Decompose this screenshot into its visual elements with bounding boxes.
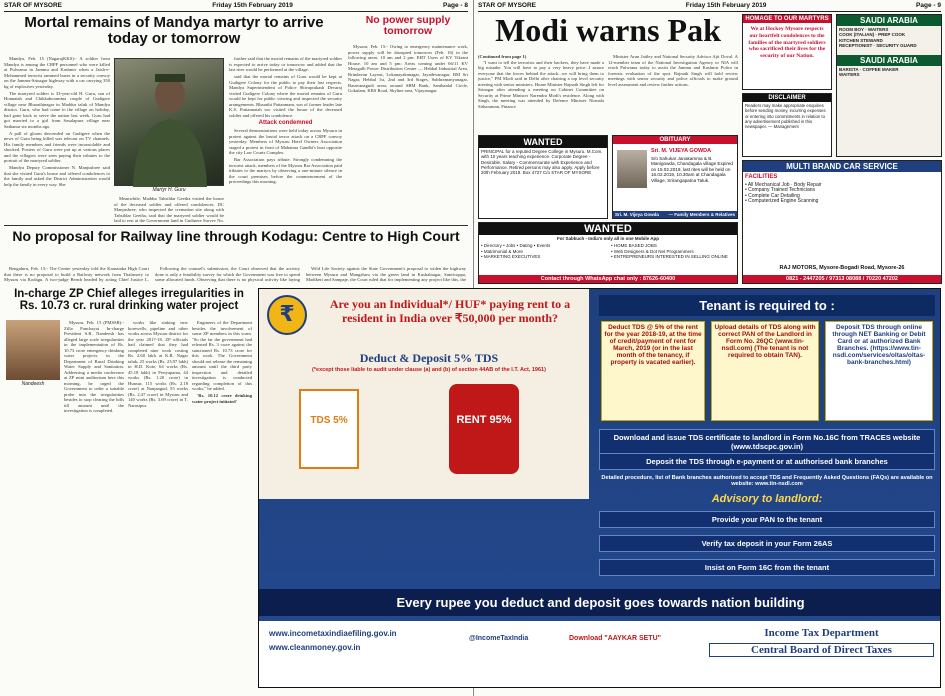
- car-phone: 0821 - 2447205 / 97313 08088 / 70220 47202: [743, 275, 941, 283]
- paper-name: STAR OF MYSORE: [478, 2, 537, 9]
- saudi-job: WAITERS: [839, 72, 860, 78]
- homage-ad: [742, 14, 832, 90]
- headline-zp-chief: In-charge ZP Chief alleges irregularities in Rs. 10.73 cr. rural drinking water project: [14, 288, 244, 313]
- download-tds-cert: Download and issue TDS certificate to landlord in Form No.16C from TRACES website (www.tdscpc.gov.in): [599, 429, 935, 455]
- headline-power-supply: No power supply tomorrow: [365, 14, 451, 38]
- tax-app: Download "AAYKAR SETU": [569, 635, 661, 642]
- lead-column-1: [478, 54, 604, 132]
- multi-brand-car-ad: [742, 160, 942, 284]
- car-facility: • Company Trained Technicians: [745, 187, 816, 194]
- disclaimer-ad: [742, 93, 832, 157]
- advisory-title: Advisory to landlord:: [711, 493, 823, 505]
- wanted2-line: • ENTREPRENEURS INTERESTED IN SELLING ONLINE: [611, 253, 728, 259]
- obituary-name: Sri. M. VIJEYA GOWDA: [651, 148, 712, 154]
- power-para: Mysuru, Feb. 15:- Owing to emergency maintenance work, power supply will be disrupted tomorrow (Feb. 16) in the following areas. 10 am and 2 pm: EHT Users of KV Vikrant House. 10 am and 5 pm: Areas coming under 66/11 KV Metagalli Power Distribution Centre — Hebbal Industrial Area, Brindavan Layout, Lokanayakanagar, Jayadevanagar, BM Sri Nagar, Hebbal 1st, 2nd and 3rd Stages, Subhramanyanagar, Basavanagudi areas around SBM Bank, Santhanlal Circle, Gokulam, KRS Road, Skyline area, Vijayanagar.: [348, 44, 468, 93]
- wanted2-title: WANTED: [479, 223, 737, 235]
- obituary-ad: [612, 135, 738, 219]
- car-service-title: MULTI BRAND CAR SERVICE: [743, 161, 941, 172]
- tenant-required-title: Tenant is required to :: [599, 295, 935, 316]
- railway-para: Bengaluru, Feb. 15:- The Centre yesterday told the Karnataka High Court that there is no proposal to build a Railway network from Thalassery to Mysuru via Kodagu. A two-judge Bench headed by acting Chief Justice L.: [4, 266, 149, 282]
- obituary-footer: [613, 211, 737, 218]
- facilities-label: FACILITIES: [745, 174, 778, 180]
- soldier-silhouette-icon: [115, 59, 225, 187]
- advisory-2: Verify tax deposit in your Form 26AS: [599, 535, 935, 552]
- story1-para: Mandya Deputy Commissioner N. Manjushree said that she visited Guru's house and offered condolences to the family and asked the District Administration would help the family in every way. She: [4, 165, 110, 187]
- saudi-arabia-ad: [836, 14, 942, 157]
- wanted2-line: • MARKETING EXECUTIVES: [481, 253, 541, 259]
- wanted2-line: • Matrimonial & More: [481, 248, 523, 254]
- paper-name: STAR OF MYSORE: [4, 2, 63, 9]
- saudi-title-2: SAUDI ARABIA: [837, 55, 941, 66]
- tax-website-2[interactable]: www.cleanmoney.gov.in: [269, 643, 361, 652]
- obituary-photo: [617, 150, 647, 188]
- railway-col-1: [4, 266, 149, 284]
- tds-bag: TDS 5%: [299, 389, 359, 469]
- lead-para: "I want to tell the terrorists and their backers, they have made a big mistake. You will have to pay a very heavy price...I assure everyone that the forces behind the attack...we will bring them to justice," PM Modi said in Delhi after chairing a top level security meeting with senior ministers. Home Minister Rajnath Singh left for Srinagar after attending a meeting on Cabinet Committee on Security at Prime Minister Narendra Modi's residence. Along with Singh, the meeting was attended by Defence Minister Nirmala Sitharaman, Finance: [478, 59, 604, 109]
- story1-column-3: [229, 56, 342, 222]
- car-facility: • Computerized Engine Scanning: [745, 197, 819, 204]
- wanted-sabkuch-ad: [478, 222, 738, 284]
- saudi-job: KITCHEN STEWARD: [839, 37, 883, 43]
- story1-para: A pall of gloom descended on Gudigere when the news of Guru being killed was telecast on TV channels. His family members and friends were inconsolable and shocked. Posters of Guru were put up at various places and the villagers were seen paying their tributes to the portrait of the martyred soldier.: [4, 130, 110, 163]
- zp-col-3: [192, 320, 252, 680]
- rupee-logo-icon: ₹: [267, 295, 307, 335]
- page-number: Page - 9: [916, 2, 941, 9]
- wanted-principal-ad: [478, 135, 608, 219]
- obituary-title: OBITUARY: [613, 136, 737, 144]
- nandeesh-caption: Nandeesh: [21, 381, 45, 387]
- railway-col-3: [306, 266, 466, 284]
- zp-story: [4, 288, 254, 688]
- railway-col-2: [155, 266, 300, 284]
- deposit-tds-bar: Deposit the TDS through e-payment or at authorised bank branches: [599, 453, 935, 470]
- zp-para: works like sinking new borewells, pipeline and other works across Mysuru district for the year 2017-18. ZP officials had claimed that they had completed nine work costing Rs. 2.60 lakh at K.R. Nagar taluk, 25 works (Rs. 23.97 lakh) in H.D. Kote, 64 works (Rs. 45.18 lakh) in Periyapatna, 44 works (Rs. 1.20 crore) in Hunsur, 115 works (Rs. 2.18 crore) at Nanjangud, 55 works (Rs. 2.47 crore) in Mysuru and 140 works (Rs. 3.69 crore) in T. Narasipur.: [128, 320, 188, 408]
- zp-para: Mysuru, Feb. 15 (PMSSR):- Zilla Panchayat In-charge President S.R. Nandeesh has alleged large scale irregularities in the implementation of Rs. 10.73 crore emergency drinking water projects in the Department of Rural Drinking Water Supply and Sanitation. Addressing a media conference at ZP mini auditorium here this morning, he urged the Government to order a suitable probe into the irregularities besides to stop clearing the bills till amount until the investigation is completed.: [64, 320, 124, 413]
- tax-note: (*except those liable to audit under clause (a) and (b) of section 44AB of the I.T. Act, 1961): [312, 367, 546, 373]
- divider: [4, 225, 468, 226]
- car-facility: • All Mechanical Job · Body Repair: [745, 182, 822, 188]
- page-number: Page - 8: [443, 2, 468, 9]
- right-folio: [478, 2, 941, 12]
- saudi-title: SAUDI ARABIA: [837, 15, 941, 26]
- tenant-req-2: Upload details of TDS along with correct PAN of the Landlord in Form No. 26QC (www.tin-nsdl.com) (The tenant is not required to obtain TAN).: [711, 321, 819, 421]
- wanted2-line: • Web Designers & Dot Net Programmers: [611, 248, 694, 254]
- tax-dept: Income Tax Department: [764, 627, 879, 639]
- continued-note: (Continued from page 1): [478, 54, 527, 59]
- disclaimer-text: Readers may make appropriate enquiries before sending money, incurring expenses or entering into commitments in relation to any advertisement published in this newspaper. — Management: [745, 103, 826, 130]
- car-facility: • Complete Car Detailing: [745, 192, 800, 199]
- power-supply-column: [348, 44, 468, 222]
- saudi-job: BARISTA · COFFEE MAKER: [839, 67, 899, 73]
- story1-para: Meanwhile, Maddur Tahsildar Geetha visited the house of the deceased soldier and offered condolences. DC Manjushree, who inspected the cremation site along with Tahsildar Geetha, said that the martyred soldier would be laid to rest at the Government land in Gudigere Survey No.: [114, 196, 224, 222]
- story1-column-1: [4, 56, 110, 222]
- nandeesh-photo: [6, 320, 60, 380]
- zp-quote: 'Rs. 10.12 crore drinking water project initiated': [192, 393, 252, 404]
- wanted2-contact: Contact through WhatsApp chat only : 87626-60400: [479, 275, 737, 283]
- headline-modi-warns: Modi warns Pak: [495, 12, 721, 48]
- zp-col-2: [128, 320, 188, 680]
- story1-para: further said that the mortal remains of the martyred soldier is expected to arrive today or tomorrow and added that the last rites would be performed at the village.: [229, 56, 342, 72]
- tax-detail: Detailed procedure, list of Bank branches authorized to accept TDS and Frequently Asked Questions (FAQs) are available on website: www.tin-nsdl.com: [601, 475, 933, 487]
- folio-date: Friday 15th February 2019: [685, 2, 767, 9]
- zp-para: Engineers of the Department besides the involvement of some ZP members in this scam. "So the far the government had released Rs. 3 crore against the sanctioned Rs. 10.73 crore for this work. The Government should not release the remaining amount until the third party inspection and detailed investigation is conducted regarding completion of this works," he added.: [192, 320, 252, 391]
- disclaimer-title: DISCLAIMER: [743, 94, 831, 102]
- car-contact: RAJ MOTORS, Mysore-Bogadi Road, Mysore-26: [779, 265, 905, 271]
- tenant-req-1: Deduct TDS @ 5% of the rent for the year 2018-19, at the time of credit/payment of rent for March, 2019 (or in the last month of the tenancy, if property is vacated earlier).: [601, 321, 705, 421]
- tax-board: Central Board of Direct Taxes: [709, 643, 934, 657]
- headline-railway: No proposal for Railway line through Kodagu: Centre to High Court: [12, 228, 460, 244]
- tax-slogan: Every rupee you deduct and deposit goes towards nation building: [259, 589, 941, 616]
- wanted2-line: • Directory • Jobs • Dating • Events: [481, 243, 551, 249]
- tax-deduct: Deduct & Deposit 5% TDS: [359, 351, 499, 365]
- wanted2-line: • HOME BASED JOBS: [611, 243, 657, 249]
- story1-para: said that the mortal remains of Guru would be kept at Gudigere Colony for the public to pay their last respects. Mandya Superintendent of Police Shivaprakash Devaraj visited Gudigere Colony where the mortal remains of Guru would be kept for public viewing and inspected the security arrangements. Bharathi Pattanmam, son of former leader late K.S. Puttannaiah too visited the house of the deceased soldier and offered his condolence.: [229, 74, 342, 118]
- headline-mandya-martyr: Mortal remains of Mandya martyr to arrive today or tomorrow: [24, 14, 324, 47]
- wanted-text: PRINCIPAL for a reputed Degree College in Mysuru. M.Com. with 10 years teaching experience. Corporate Degree - Desirable. Salary - Commensurate with Experience and Performance. Retired persons may also apply. Apply before 20th February 2019. Box 4727 C/o STAR OF MYSORE: [481, 149, 603, 176]
- income-tax-ad: [258, 288, 941, 688]
- attack-subhead: Attack condemned: [258, 120, 313, 126]
- story1-para: The martyred soldier is 33-year-old H. Guru, son of Honnaiah and Chikkaboramma couple of Gudigere village near Bharathinagar in Maddur taluk of Mandya district. Guru, who had come to the village on holiday, had gone back to serve the nation last week. Guru had got married to a girl from Sasalapura village near Sathanur six months ago.: [4, 90, 110, 129]
- tax-website-1[interactable]: www.incometaxindiaefiling.gov.in: [269, 629, 397, 638]
- obituary-detail: S/o Sahukar Janakamma & B. Manigowda, Chandagala village Expired on 15.02.2019, last rites will be held on 16.02.2019, 10.30am at Chandagala Village, Srirangapatna Taluk.: [651, 156, 733, 183]
- railway-para: Following the counsel's submission, the Court observed that the activity done is only a feasibility survey for which the Government was free to spend some allocated funds. Observing that there is no physical activity like laying: [155, 266, 300, 282]
- tax-footer: [259, 621, 941, 688]
- folio-date: Friday 15th February 2019: [212, 2, 293, 9]
- attack-para: Several demonstrations were held today across Mysuru in protest against the brutal terror attack on a CRPF convoy yesterday. Members of Mysuru Hotel Owners Association staged a protest in front of Mahatma Gandhi's bust opposite the city Law Courts Complex.: [229, 128, 342, 155]
- tax-twitter[interactable]: @IncomeTaxIndia: [469, 635, 529, 642]
- tax-headline: Are you an Individual*/ HUF* paying rent to a resident in India over ₹50,000 per month?: [329, 297, 571, 325]
- attack-para: Bar Association pays tribute. Strongly condemning the terrorist attack, members of the Mysuru Bar Association paid tributes to the martyrs by observing a one-minute silence in the court premises before the commencement of the proceedings this morning.: [229, 157, 342, 184]
- zp-col-1: [64, 320, 124, 680]
- saudi-job: COOK (ITALIAN) · PREP COOK: [839, 32, 906, 38]
- martyr-photo: [114, 58, 224, 186]
- left-folio: [4, 2, 468, 12]
- story1-column-2b: [114, 196, 224, 222]
- lead-para: Minister Arun Jaitley and National Security Advisor Ajit Doval. A 12-member team of the National Investigation Agency or NIA will reach Pulwama today to assist the Jammu and Kashmir Police in forensic evaluation of the spot. Rajnath Singh will hold review meetings with senior security and police officials to make ground level assessment and review further actions.: [608, 54, 738, 87]
- advisory-3: Insist on Form 16C from the tenant: [599, 559, 935, 576]
- wanted-title: WANTED: [479, 136, 607, 148]
- martyr-caption: Martyr H. Guru: [152, 187, 186, 193]
- railway-para: Wild Life Society against the State Government's proposal to widen the highway between Mysuru and Mangaluru via the green land in Kushalnagar, Sunticoppa, Madikeri and Sampaje, the Court ruled that for implementing any project like this, the: [306, 266, 466, 282]
- advisory-1: Provide your PAN to the tenant: [599, 511, 935, 528]
- wanted2-sub: For Sabkuch - India's only all in one Mobile App: [557, 236, 659, 241]
- saudi-job: ROOM BOY · WAITERS: [839, 27, 889, 32]
- rent-bag: RENT 95%: [449, 384, 519, 474]
- saudi-job: RECEPTIONIST · SECURITY GUARD: [839, 42, 917, 48]
- obituary-footer-name: Sri. M. Vijeya Gowda: [615, 212, 659, 217]
- lead-column-2: [608, 54, 738, 132]
- obituary-footer-family: — Family Members & Relatives: [668, 212, 735, 217]
- homage-text: We at Hockey Mysore respects our heartfelt condolences to the families of the martyred soldiers who sacrificed their lives for the security of our Nation.: [748, 26, 826, 60]
- homage-title: HOMAGE TO OUR MARTYRS: [743, 15, 831, 23]
- story1-para: Mandya, Feb. 15 (NagarajKKS):- A soldier from Mandya is among the CRPF personnel who were killed at Pulwama in Jammu and Kashmir when a Jaish-e-Mohammed terrorist rammed buses in a security convoy on the Jammu-Srinagar highway with a car carrying 350 kg of explosives yesterday.: [4, 56, 110, 89]
- tenant-req-3: Deposit TDS through online through NET Banking or Debit Card or at authorized Bank Branches. (https://www.tin-nsdl.com/services/oltas/oltas-bank-branches.html): [825, 321, 933, 421]
